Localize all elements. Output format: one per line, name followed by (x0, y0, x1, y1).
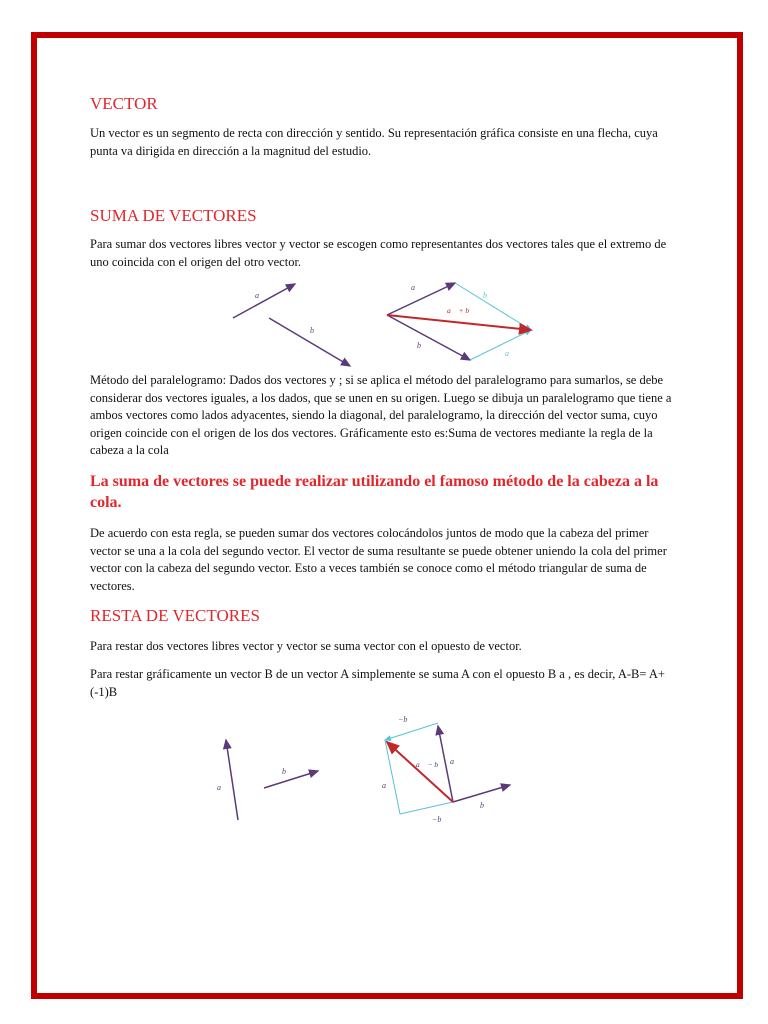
regla-cabeza-cola: De acuerdo con esta regla, se pueden sumar dos vectores colocándolos juntos de modo que la cabeza del primer vector se una a la cola del segundo vector. El vector de suma resultante se puede obtener uniendo la cola del primer vector con la cabeza del segundo vector. Esto a veces también se conoce como el método triangular de suma de vectores. (90, 526, 667, 593)
resta-figure (210, 712, 530, 827)
vector-b-label-resta: b⃗ (282, 767, 293, 776)
parallelogram-a-copy (470, 330, 531, 360)
suma-intro: Para sumar dos vectores libres vector y vector se escogen como representantes dos vectores tales que el extremo de uno coincida con el origen del otro vector. (90, 237, 667, 269)
suma-figure (225, 278, 545, 373)
sum-vector-arrow (387, 315, 531, 330)
b-vector-right-label: b⃗ (480, 801, 491, 810)
parallelogram-a-copy-label: a⃗ (505, 349, 516, 358)
resta-grafica: Para restar gráficamente un vector B de un vector A simplemente se suma A con el opuesto B a , es decir, A-B= A+(-1)B (90, 667, 665, 699)
neg-b-bottom (400, 802, 453, 814)
b-vector-right (453, 785, 510, 802)
metodo-paralelogramo: Método del paralelogramo: Dados dos vectores y ; si se aplica el método del paralelogramo para sumarlos, se debe considerar dos vectores iguales, a los dados, que se unen en su origen. Luego se dibuja un paralelogramo que tiene a ambos vectores como lados adyacentes, siendo la diagonal, del paralelogramo, la dirección del vector suma, cuyo origen coincide con el origen de los dos vectores. Gráficamente esto es:Suma de vectores mediante la regla de la cabeza a la cola (90, 373, 672, 457)
neg-b-bottom-label: −b⃗ (432, 815, 448, 824)
parallelogram-b-copy-label: b⃗ (483, 291, 494, 300)
neg-b-top (385, 723, 438, 740)
heading-vector: VECTOR (90, 94, 158, 113)
vector-a-arrow-resta (226, 740, 238, 820)
sum-vector-label: a⃗ + b⃗ (447, 306, 475, 315)
vector-a-label: a⃗ (255, 291, 266, 300)
parallelogram-b-label: b⃗ (417, 341, 428, 350)
parallelogram-a-label: a⃗ (411, 283, 422, 292)
vector-definition: Un vector es un segmento de recta con dirección y sentido. Su representación gráfica consiste en una flecha, cuya punta va dirigida en dirección a la magnitud del estudio. (90, 126, 658, 158)
difference-vector-label: a⃗ − b⃗ (416, 760, 444, 769)
vector-b-label: b⃗ (310, 326, 321, 335)
heading-cabeza-cola: La suma de vectores se puede realizar utilizando el famoso método de la cabeza a la cola. (90, 473, 659, 511)
heading-resta: RESTA DE VECTORES (90, 606, 260, 625)
page-border (31, 32, 743, 999)
vector-a-label-resta: a⃗ (217, 783, 228, 792)
a-vector-right-label: a⃗ (450, 757, 461, 766)
neg-b-top-label: −b⃗ (398, 715, 414, 724)
resta-intro: Para restar dos vectores libres vector y vector se suma vector con el opuesto de vector. (90, 639, 522, 653)
vector-a-arrow (233, 284, 295, 318)
heading-suma: SUMA DE VECTORES (90, 206, 257, 225)
a-copy-left-label: a⃗ (382, 781, 393, 790)
